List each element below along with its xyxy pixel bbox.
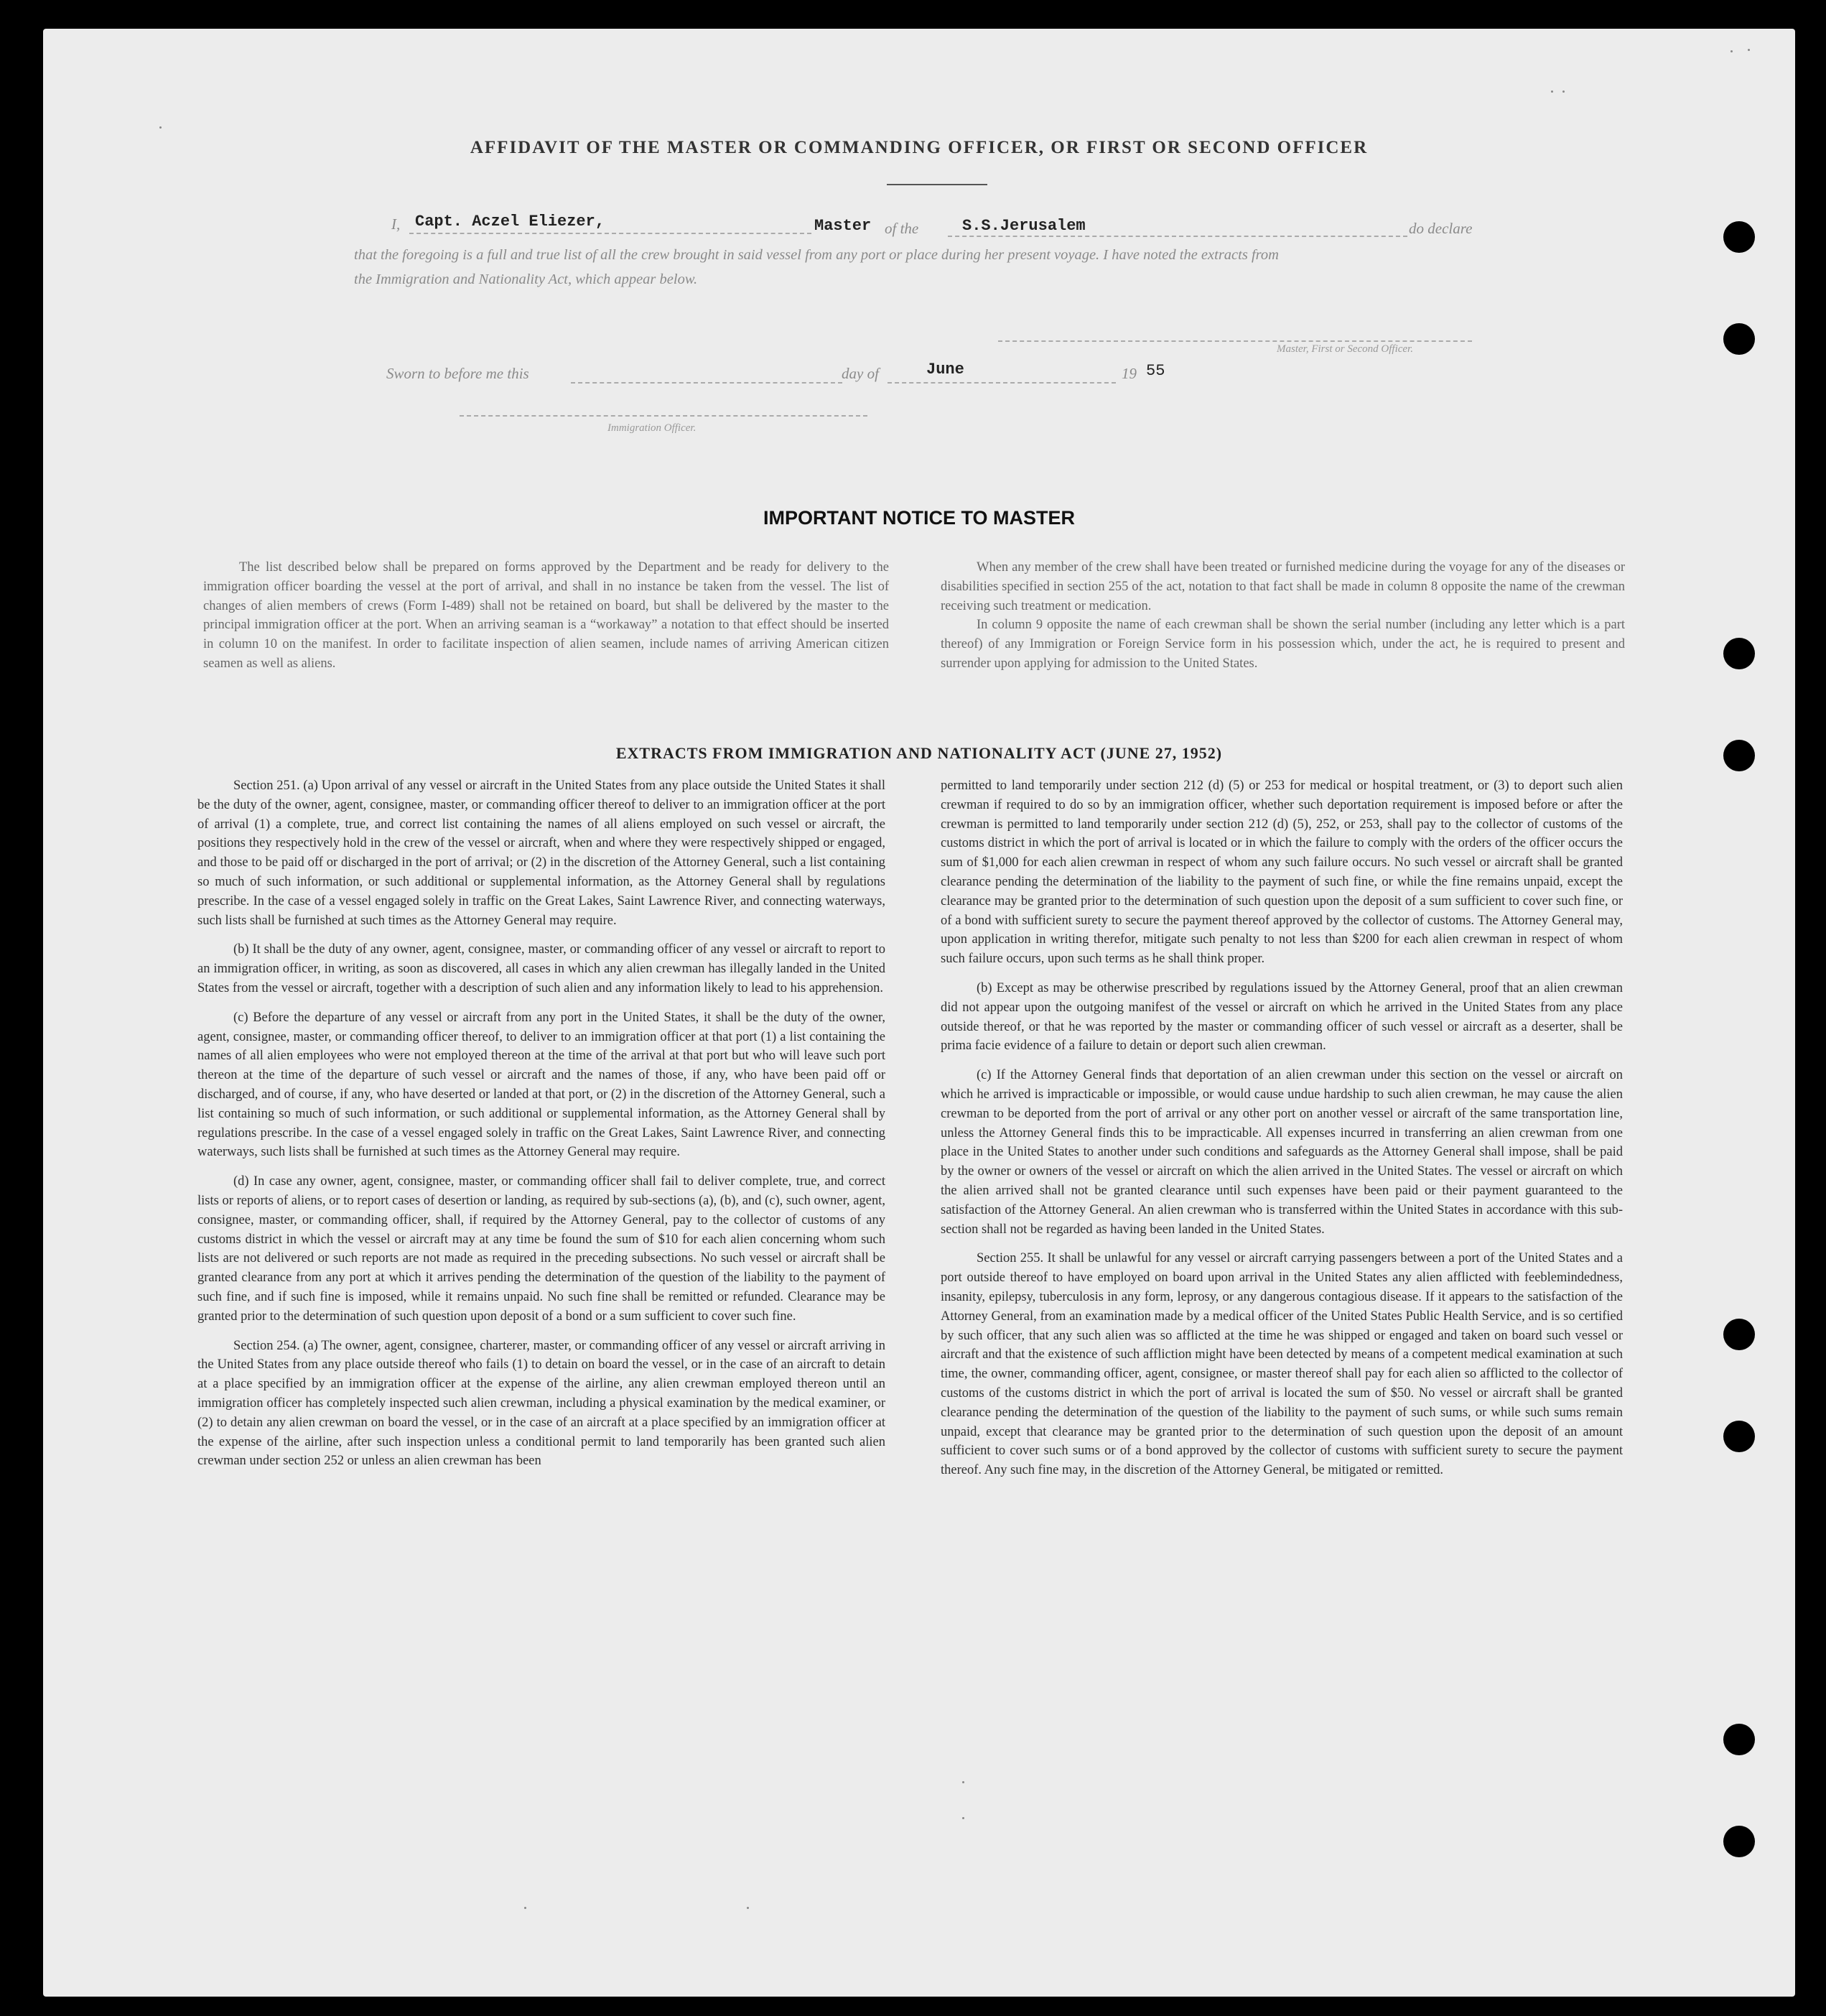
punch-hole	[1723, 1724, 1755, 1755]
affidavit-title: AFFIDAVIT OF THE MASTER OR COMMANDING OFFICER, OR FIRST OR SECOND OFFICER	[470, 138, 1369, 157]
punch-hole	[1723, 221, 1755, 253]
section-251-b: (b) It shall be the duty of any owner, agent, consignee, master, or commanding officer of any vessel or aircraft to report to an immigration officer, in writing, as soon as discovered, all cases in which any alien crewman has illegally landed in the United States from the vessel or aircraft, together with a description of such alien and any information likely to lead to his apprehension.	[197, 942, 885, 995]
master-name: Capt. Aczel Eliezer,	[415, 213, 605, 231]
do-declare-label: do declare	[1409, 220, 1473, 237]
extracts-right-column	[941, 776, 1623, 1490]
master-signature-label: Master, First or Second Officer.	[1277, 343, 1413, 355]
section-255: Section 255. It shall be unlawful for any vessel or aircraft carrying passengers between a port of the United States and a port outside thereof to have employed on board upon arrival in the United States any alien afflicted with feeblemindedness, insanity, epilepsy, tuberculosis in any form, leprosy, or any dangerous contagious disease. If it appears to the satisfaction of the Attorney General, from an examination made by a medical officer of the United States Public Health Service, and is so certified by such officer, that any such alien was so afflicted at the time he was shipped or engaged and taken on board such vessel or aircraft and that the existence of such affliction might have been detected by means of a competent medical examination at such time, the owner, commanding officer, agent, consignee, or master thereof shall pay for each alien so afflicted to the collector of customs of the customs district in which the port of arrival is located the sum of $50. No vessel or aircraft shall be granted clearance pending the determination of the question of the liability to the payment of such sums, or while such sums remain unpaid, except that clearance may be granted prior to the determination of such question upon the deposit of an amount sufficient to cover such sums or of a bond approved by the collector of customs with sufficient surety to secure the payment thereof. Any such fine may, in the discretion of the Attorney General, be mitigated or remitted.	[941, 1251, 1623, 1478]
section-254-a: Section 254. (a) The owner, agent, consignee, charterer, master, or commanding officer of any vessel or aircraft arriving in the United States from any place outside thereof who fails (1) to detain on board the vessel, or in the case of an aircraft to detain at a place specified by an immigration officer at the expense of the airline, any alien crewman employed thereon until an immigration officer has completely inspected such alien crewman, including a physical examination by the medical examiner, or (2) to detain any alien crewman on board the vessel, or in the case of an aircraft at a place specified by an immigration officer at the expense of the airline, after such inspection unless a conditional permit to land temporarily has been granted such alien crewman under section 252 or unless an alien crewman has been	[197, 1338, 885, 1469]
day-of-label: day of	[842, 365, 879, 382]
name-blank	[409, 233, 811, 234]
punch-hole	[1723, 740, 1755, 771]
vessel-blank	[948, 236, 1407, 237]
notice-left	[203, 558, 889, 674]
punch-hole	[1723, 1826, 1755, 1857]
notice-title: IMPORTANT NOTICE TO MASTER	[763, 507, 1075, 529]
punch-hole	[1723, 638, 1755, 669]
title-rule	[887, 184, 987, 185]
scan-speck	[962, 1817, 964, 1819]
sworn-year: 55	[1146, 362, 1165, 380]
sworn-month: June	[926, 361, 964, 378]
punch-hole	[1723, 1421, 1755, 1452]
section-251-d: (d) In case any owner, agent, consignee, master, or commanding officer shall fail to deliver complete, true, and correct lists or reports of aliens, or to report cases of desertion or landing, as required by sub-sections (a), (b), and (c), such owner, agent, consignee, master, or commanding officer, shall, if required by the Attorney General, pay to the collector of customs of any customs district in which the vessel or aircraft may at any time be found the sum of $10 for each alien concerning whom such lists are not delivered or such reports are not made as required in the preceding subsections. No such vessel or aircraft shall be granted clearance from any port at which it arrives pending the determination of the question of the liability to the payment of such fine, and if such fine is imposed, while it remains unpaid. No such fine shall be remitted or refunded. Clearance may be granted prior to the determination of such question upon deposit of a bond or a sum sufficient to cover such fine.	[197, 1174, 885, 1324]
officer-signature-label: Immigration Officer.	[607, 422, 697, 434]
section-251-a: Section 251. (a) Upon arrival of any vessel or aircraft in the United States from any place outside the United States it shall be the duty of the owner, agent, consignee, master, or commanding officer thereof to deliver to an immigration officer at the port of arrival (1) a complete, true, and correct list containing the names of all aliens employed on such vessel or aircraft, the positions they respectively hold in the crew of the vessel or aircraft, when and where they were respectively shipped or engaged, and those to be paid off or discharged in the port of arrival; or (2) in the discretion of the Attorney General, such a list containing so much of such information, or such additional or supplemental information, as the Attorney General shall by regulations prescribe. In the case of a vessel engaged solely in traffic on the Great Lakes, Saint Lawrence River, and connecting waterways, such lists shall be furnished at such times as the Attorney General may require.	[197, 779, 885, 928]
section-254-c: (c) If the Attorney General finds that deportation of an alien crewman under this section on the vessel or aircraft on which he arrived is impracticable or impossible, or would cause undue hardship to such alien crewman, he may cause the alien crewman to be deported from the port of arrival or any other port on another vessel or aircraft of the same transportation line, unless the Attorney General finds this to be impracticable. All expenses incurred in transferring an alien crewman from one place in the United States to another under such conditions and safeguards as the Attorney General shall impose, shall be paid by the owner or owners of the vessel or aircraft on which the alien arrived in the United States. The vessel or aircraft on which the alien arrived shall not be granted clearance until such expenses have been paid or their payment guaranteed to the satisfaction of the Attorney General. An alien crewman who is transferred within the United States in accordance with this sub-section shall not be regarded as having been landed in the United States.	[941, 1068, 1623, 1237]
scan-speck	[747, 1907, 749, 1909]
section-254-a-continued: permitted to land temporarily under section 212 (d) (5) or 253 for medical or hospital treatment, or (3) to deport such alien crewman if required to do so by an immigration officer, whether such deportation requirement is imposed before or after the crewman is permitted to land temporarily under section 212 (d) (5), 252, or 253, shall pay to the collector of customs of the customs district in which the port of arrival is located or in which the failure to comply with the orders of the officer occurs the sum of $1,000 for each alien crewman in respect of whom any such failure occurs. No such vessel or aircraft shall be granted clearance pending the determination of the liability to the payment of such fine, or while the fine remains unpaid, except the clearance may be granted prior to the determination of such question upon the deposit of a sum sufficient to cover such fine, or of a bond with sufficient surety to secure the payment thereof approved by the collector of customs. The Attorney General may, upon application in writing therefor, mitigate such penalty to not less than $200 for each alien crewman in respect of whom such failure occurs, upon such terms as he shall think proper.	[941, 779, 1623, 967]
month-blank	[888, 382, 1116, 384]
i-prefix: I,	[391, 215, 401, 233]
scan-speck	[1562, 90, 1565, 93]
declaration-text-2: the Immigration and Nationality Act, which appear below.	[354, 271, 698, 287]
punch-hole	[1723, 323, 1755, 355]
section-251-c: (c) Before the departure of any vessel or aircraft from any port in the United States, it shall be the duty of the owner, agent, consignee, master, or commanding officer thereof, to deliver to an immigration officer at that port (1) a list containing the names of all alien employees who were not employed thereon at the time of the arrival at that port but who will leave such port thereon at the time of the departure of such vessel or aircraft and the names of those, if any, who have been paid off or discharged, and of course, if any, who have deserted or landed at that port, or (2) in the discretion of the Attorney General, such a list containing so much of such information, or such additional or supplemental information, as the Attorney General shall by regulations prescribe. In the case of a vessel engaged solely in traffic on the Great Lakes, Saint Lawrence River, and connecting waterways, such lists shall be furnished at such times as the Attorney General may require.	[197, 1010, 885, 1160]
scan-speck	[159, 126, 162, 129]
sworn-label: Sworn to before me this	[386, 365, 529, 382]
notice-right-paragraph-1: When any member of the crew shall have been treated or furnished medicine during the voyage for any of the diseases or disabilities specified in section 255 of the act, notation to that fact shall be made in column 8 opposite the name of the crewman receiving such treatment or medication.	[941, 560, 1625, 613]
notice-left-paragraph: The list described below shall be prepared on forms approved by the Department and be ready for delivery to the immigration officer boarding the vessel at the port of arrival, and shall in no instance be taken from the vessel. The list of changes of alien members of crews (Form I-489) shall not be retained on board, but shall be delivered by the master to the principal immigration officer at the port. When an arriving seaman is a “workaway” a notation to that effect should be inserted in column 10 on the manifest. In order to facilitate inspection of alien seamen, include names of arriving American citizen seamen as well as aliens.	[203, 560, 889, 671]
notice-right	[941, 558, 1625, 674]
scan-speck	[1748, 49, 1750, 51]
sworn-day-blank	[571, 382, 842, 384]
officer-signature-line	[460, 415, 867, 417]
master-signature-line	[998, 340, 1472, 342]
vessel-name: S.S.Jerusalem	[962, 217, 1086, 235]
declaration-text-1: that the foregoing is a full and true list of all the crew brought in said vessel from any port or place during her present voyage. I have noted the extracts from	[354, 247, 1279, 263]
extracts-left-column	[197, 776, 885, 1481]
scan-speck	[1551, 90, 1553, 93]
extracts-title: EXTRACTS FROM IMMIGRATION AND NATIONALITY ACT (JUNE 27, 1952)	[615, 744, 1223, 762]
year-prefix: 19	[1122, 365, 1137, 382]
punch-hole	[1723, 1319, 1755, 1350]
notice-right-paragraph-2: In column 9 opposite the name of each crewman shall be shown the serial number (including any letter which is a part thereof) of any Immigration or Foreign Service form in his possession which, under the act, he is required to present and surrender upon applying for admission to the United States.	[941, 618, 1625, 671]
scan-speck	[524, 1907, 526, 1909]
declaration-line	[391, 215, 400, 233]
section-254-b: (b) Except as may be otherwise prescribed by regulations issued by the Attorney General, proof that an alien crewman did not appear upon the outgoing manifest of the vessel or aircraft on which he arrived in the United States from any place outside thereof, or that he was reported by the master or commanding officer of such vessel or aircraft as a deserter, shall be prima facie evidence of a failure to detain or deport such alien crewman.	[941, 980, 1623, 1054]
scan-speck	[962, 1781, 964, 1783]
of-the-label: of the	[885, 220, 919, 237]
master-rank: Master	[814, 217, 872, 235]
scan-speck	[1730, 50, 1733, 52]
